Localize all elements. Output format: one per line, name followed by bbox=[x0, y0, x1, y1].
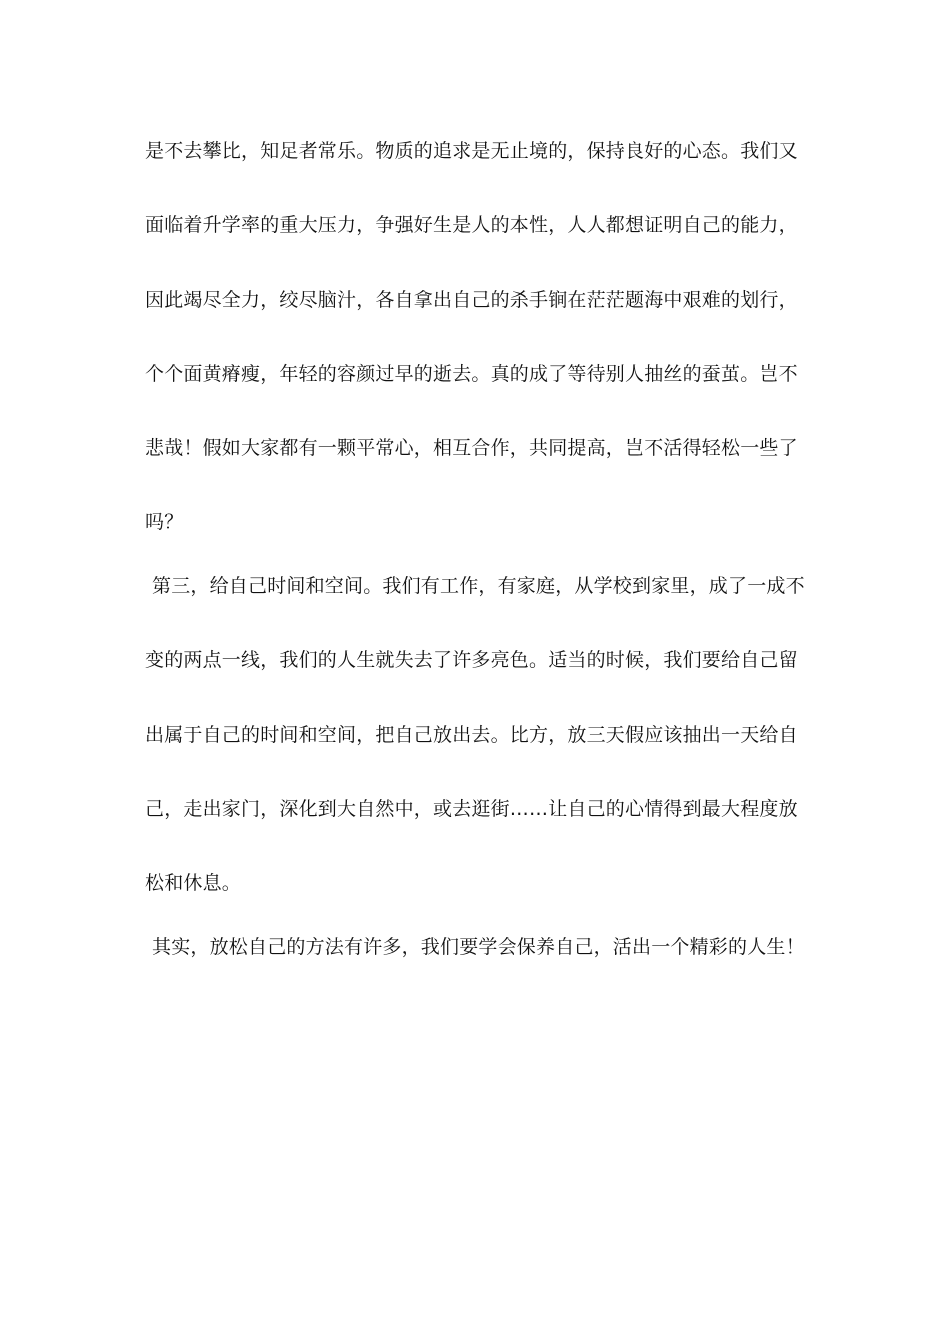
text-line: 因此竭尽全力，绞尽脑汁，各自拿出自己的杀手锏在茫茫题海中艰难的划行， bbox=[145, 289, 798, 311]
text-line: 松和休息。 bbox=[145, 872, 242, 894]
text-line: 变的两点一线，我们的人生就失去了许多亮色。适当的时候，我们要给自己留 bbox=[145, 649, 798, 671]
text-line: 己，走出家门，深化到大自然中，或去逛街……让自己的心情得到最大程度放 bbox=[145, 798, 798, 820]
text-line: 吗？ bbox=[145, 511, 184, 533]
text-line: 出属于自己的时间和空间，把自己放出去。比方，放三天假应该抽出一天给自 bbox=[145, 724, 798, 746]
text-line: 个个面黄瘠瘦，年轻的容颜过早的逝去。真的成了等待别人抽丝的蚕茧。岂不 bbox=[145, 363, 798, 385]
text-line: 悲哉！假如大家都有一颗平常心，相互合作，共同提高，岂不活得轻松一些了 bbox=[145, 437, 798, 459]
paragraph-conclusion: 其实，放松自己的方法有许多，我们要学会保养自己，活出一个精彩的人生！ bbox=[152, 936, 805, 958]
paragraph-third-start: 第三，给自己时间和空间。我们有工作，有家庭，从学校到家里，成了一成不 bbox=[152, 575, 805, 597]
text-line: 是不去攀比，知足者常乐。物质的追求是无止境的，保持良好的心态。我们又 bbox=[145, 140, 798, 162]
text-line: 面临着升学率的重大压力，争强好生是人的本性，人人都想证明自己的能力， bbox=[145, 214, 798, 236]
